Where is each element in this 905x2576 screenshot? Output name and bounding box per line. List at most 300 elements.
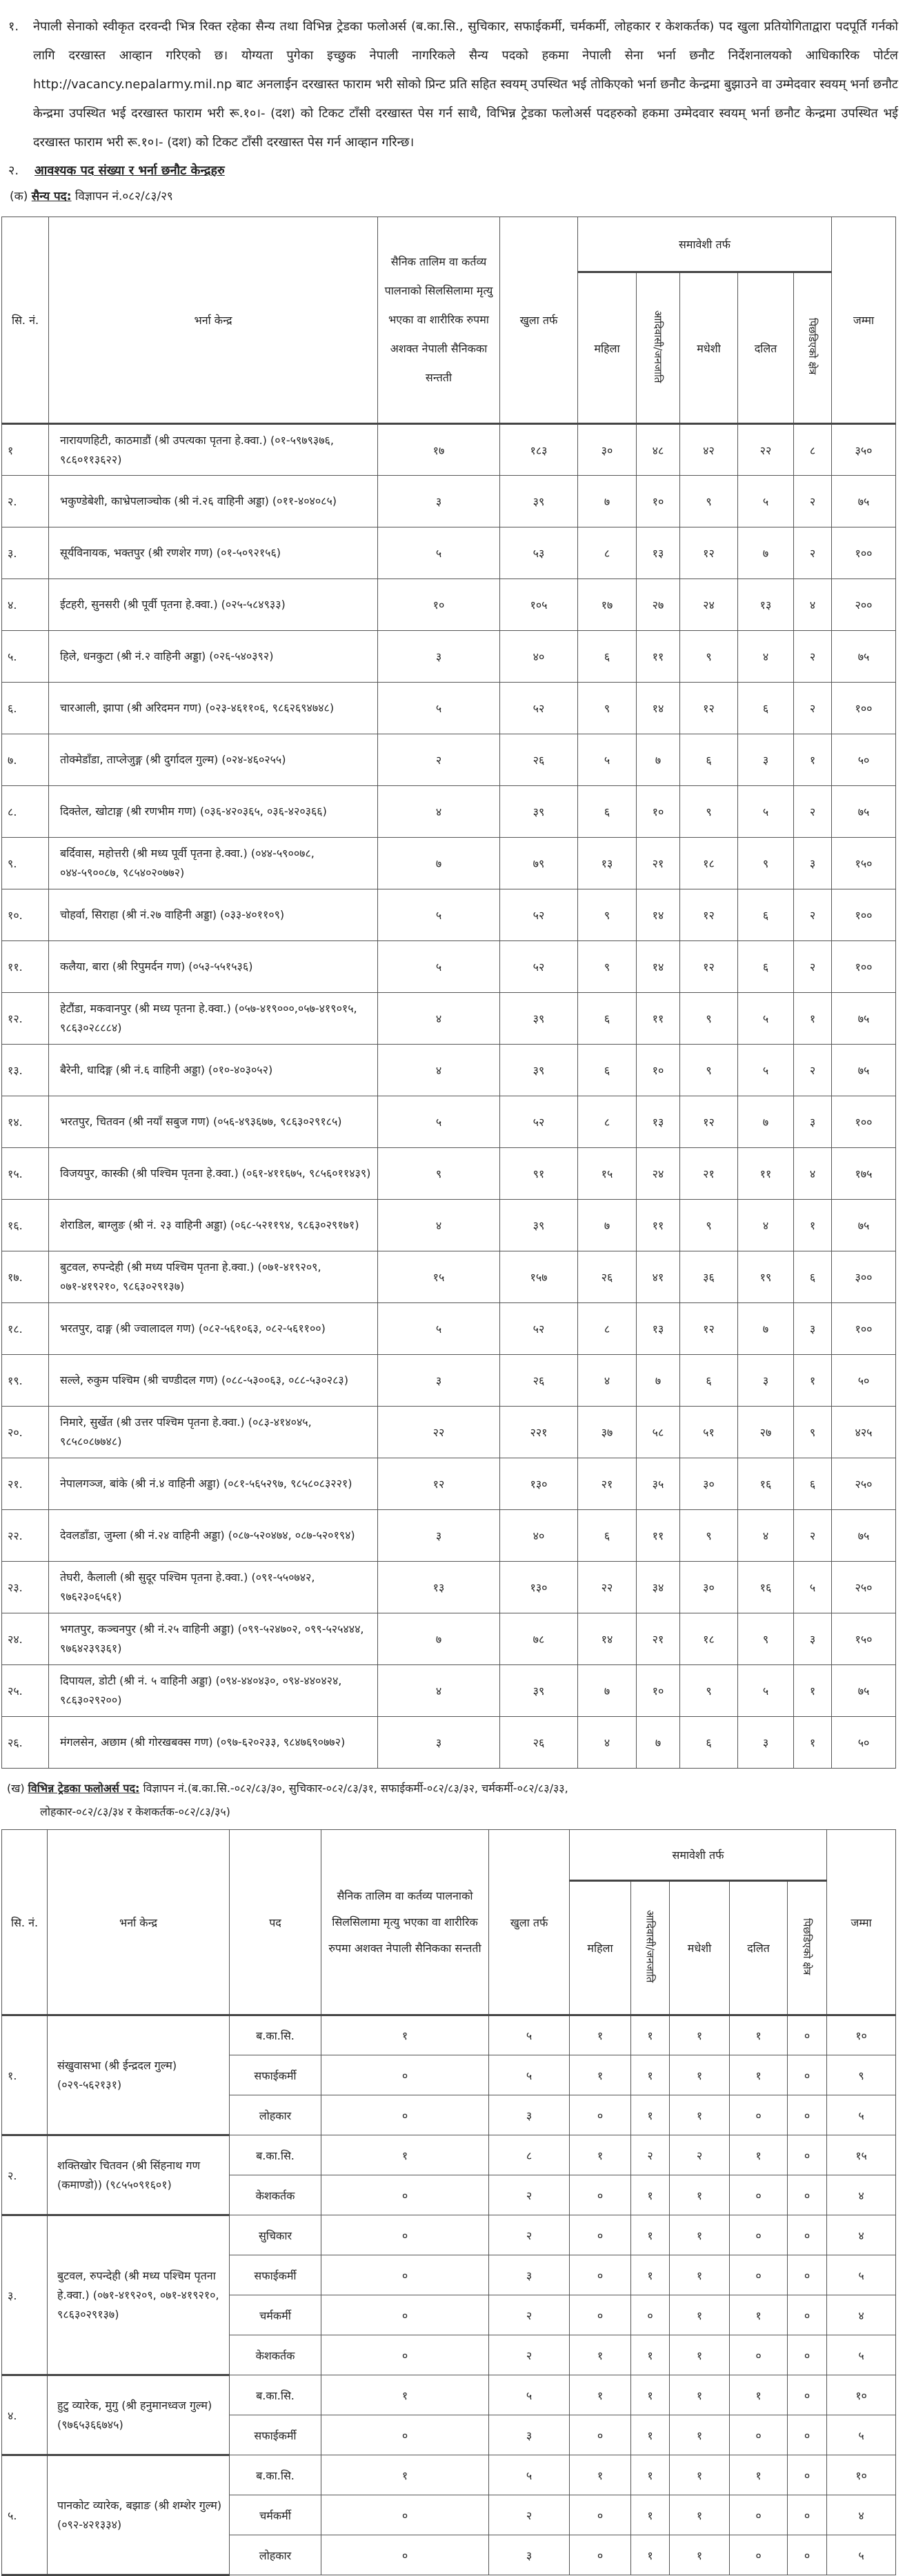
cell-jamma: १०० [832, 1096, 896, 1148]
cell-sn: २०. [2, 1407, 49, 1458]
cell-pichhadiyeko: ० [788, 2495, 827, 2535]
header-b-samabeshi: समावेशी तर्फ [570, 1830, 827, 1881]
cell-madhesi: १ [670, 2335, 730, 2375]
cell-sainik: १० [378, 579, 500, 631]
cell-sainik: ० [321, 2535, 489, 2575]
cell-jamma: १०० [832, 683, 896, 734]
cell-center: निमारे, सुर्खेत (श्री उत्तर पश्चिम पृतना हे.क्वा.) (०८३-४१४०४५, ९८५८०८७७४८) [49, 1407, 378, 1458]
cell-dalit: १ [730, 2015, 788, 2055]
cell-khula: ३ [489, 2255, 570, 2295]
cell-dalit: १ [730, 2375, 788, 2415]
table-row [2, 786, 896, 838]
cell-mahila: १ [570, 2135, 631, 2175]
cell-khula: ४० [500, 1510, 578, 1562]
cell-sainik: ० [321, 2095, 489, 2135]
cell-sn: १४. [2, 1096, 49, 1148]
cell-pichhadiyeko: ० [788, 2375, 827, 2415]
cell-center: भरतपुर, चितवन (श्री नयाँ सबुज गण) (०५६-४९३६७७, ९८६३०२९१८५) [49, 1096, 378, 1148]
cell-jamma: ५० [832, 1355, 896, 1407]
cell-jamma: ४ [827, 2495, 896, 2535]
table-row [2, 1251, 896, 1303]
cell-sainik: ० [321, 2415, 489, 2455]
cell-jamma: ७५ [832, 1045, 896, 1096]
cell-jamma: ३०० [832, 1251, 896, 1303]
cell-adibasi: १३ [637, 1096, 680, 1148]
cell-khula: ७८ [500, 1613, 578, 1665]
cell-dalit: ७ [738, 527, 794, 579]
cell-mahila: ९ [578, 941, 637, 993]
table-row [2, 2135, 896, 2175]
cell-adibasi: १४ [637, 941, 680, 993]
header-b-madhesi: मधेशी [670, 1881, 730, 2015]
cell-pichhadiyeko: ० [788, 2335, 827, 2375]
cell-pichhadiyeko: १ [794, 734, 832, 786]
cell-center: कलैया, बारा (श्री रिपुमर्दन गण) (०५३-५५१५३६) [49, 941, 378, 993]
cell-center: बैरेनी, धादिङ्ग (श्री नं.६ वाहिनी अड्डा) (०१०-४०३०५२) [49, 1045, 378, 1096]
cell-dalit: ० [730, 2095, 788, 2135]
cell-sainik: ० [321, 2055, 489, 2095]
cell-adibasi: १ [631, 2215, 670, 2255]
cell-adibasi: ४१ [637, 1251, 680, 1303]
cell-center: संखुवासभा (श्री ईन्द्रदल गुल्म) (०२९-५६२१३१) [48, 2015, 230, 2135]
cell-khula: ४० [500, 631, 578, 683]
cell-mahila: ० [570, 2255, 631, 2295]
cell-madhesi: १२ [680, 1096, 738, 1148]
table-row [2, 424, 896, 476]
cell-jamma: १० [827, 2375, 896, 2415]
cell-mahila: ८ [578, 1303, 637, 1355]
cell-mahila: ४ [578, 1355, 637, 1407]
cell-madhesi: ९ [680, 631, 738, 683]
cell-sainik: ३ [378, 1717, 500, 1769]
cell-khula: ९१ [500, 1148, 578, 1200]
header-b-pichhadiyeko [788, 1881, 827, 2015]
cell-center: तोक्मेडाँडा, ताप्लेजुङ्ग (श्री दुर्गादल गुल्म) (०२४-४६०२५५) [49, 734, 378, 786]
table-row [2, 2015, 896, 2055]
header-mahila: महिला [578, 272, 637, 424]
table-row [2, 1096, 896, 1148]
cell-madhesi: ३६ [680, 1251, 738, 1303]
cell-mahila: ६ [578, 631, 637, 683]
cell-madhesi: १ [670, 2415, 730, 2455]
cell-pichhadiyeko: ८ [794, 424, 832, 476]
cell-khula: ३९ [500, 786, 578, 838]
cell-mahila: ६ [578, 1510, 637, 1562]
cell-mahila: १३ [578, 838, 637, 889]
cell-adibasi: २१ [637, 1613, 680, 1665]
table-row [2, 476, 896, 527]
cell-sn: ६. [2, 683, 49, 734]
cell-dalit: ५ [738, 993, 794, 1045]
cell-jamma: १५ [827, 2135, 896, 2175]
cell-sn: १०. [2, 889, 49, 941]
cell-pad: सफाईकर्मी [230, 2415, 321, 2455]
table-row [2, 889, 896, 941]
cell-sainik: ५ [378, 1303, 500, 1355]
table-row [2, 1200, 896, 1251]
table-trade-body [2, 2015, 896, 2575]
table-row [2, 1613, 896, 1665]
cell-khula: २६ [500, 1355, 578, 1407]
cell-mahila: १ [570, 2375, 631, 2415]
cell-pad: लोहकार [230, 2535, 321, 2575]
cell-sainik: ५ [378, 683, 500, 734]
cell-sainik: १७ [378, 424, 500, 476]
table-row [2, 631, 896, 683]
cell-pichhadiyeko: ० [788, 2015, 827, 2055]
cell-center: सूर्यविनायक, भक्तपुर (श्री रणशेर गण) (०१-५०९२१५६) [49, 527, 378, 579]
cell-dalit: १९ [738, 1251, 794, 1303]
cell-mahila: १ [570, 2455, 631, 2495]
cell-jamma: ५० [832, 734, 896, 786]
cell-sainik: ० [321, 2255, 489, 2295]
cell-sainik: ५ [378, 889, 500, 941]
table-row [2, 2375, 896, 2415]
intro-number: १. [8, 19, 19, 34]
cell-jamma: ७५ [832, 1510, 896, 1562]
header-center: भर्ना केन्द्र [49, 217, 378, 424]
cell-sn: ५. [2, 631, 49, 683]
cell-madhesi: १ [670, 2255, 730, 2295]
cell-madhesi: १ [670, 2375, 730, 2415]
cell-madhesi: १२ [680, 941, 738, 993]
cell-sainik: ३ [378, 631, 500, 683]
cell-jamma: २०० [832, 579, 896, 631]
cell-pichhadiyeko: १ [794, 1717, 832, 1769]
cell-dalit: ० [730, 2415, 788, 2455]
cell-khula: २ [489, 2495, 570, 2535]
header-b-center: भर्ना केन्द्र [48, 1830, 230, 2015]
section-2-heading [8, 159, 905, 183]
cell-dalit: ७ [738, 1096, 794, 1148]
cell-madhesi: १ [670, 2495, 730, 2535]
cell-dalit: १ [730, 2455, 788, 2495]
cell-center: पानकोट व्यारेक, बझाङ (श्री शम्शेर गुल्म) (०९२-४२१३३४) [48, 2455, 230, 2575]
cell-center: बर्दिवास, महोत्तरी (श्री मध्य पूर्वी पृतना हे.क्वा.) (०४४-५९००७८, ०४४-५९००८७, ९८५४०२०७७२) [49, 838, 378, 889]
header-b-mahila: महिला [570, 1881, 631, 2015]
cell-adibasi: १ [631, 2535, 670, 2575]
cell-jamma: ५ [827, 2535, 896, 2575]
cell-pichhadiyeko: १ [794, 1665, 832, 1717]
cell-khula: ३९ [500, 1200, 578, 1251]
cell-dalit: १६ [738, 1458, 794, 1510]
cell-mahila: ८ [578, 1096, 637, 1148]
cell-adibasi: ३४ [637, 1562, 680, 1613]
cell-sn: २६. [2, 1717, 49, 1769]
cell-jamma: १५० [832, 1613, 896, 1665]
cell-mahila: ३७ [578, 1407, 637, 1458]
cell-madhesi: १ [670, 2015, 730, 2055]
header-madhesi: मधेशी [680, 272, 738, 424]
cell-mahila: २२ [578, 1562, 637, 1613]
cell-sn: १७. [2, 1251, 49, 1303]
cell-sainik: ४ [378, 1200, 500, 1251]
cell-pichhadiyeko: ० [788, 2535, 827, 2575]
cell-sn: २२. [2, 1510, 49, 1562]
cell-jamma: ७५ [832, 631, 896, 683]
table-row [2, 683, 896, 734]
cell-sainik: १ [321, 2375, 489, 2415]
cell-mahila: ६ [578, 786, 637, 838]
cell-madhesi: ९ [680, 1510, 738, 1562]
cell-khula: ५२ [500, 1303, 578, 1355]
table-trade-followers [1, 1829, 896, 2576]
table-row [2, 2215, 896, 2255]
cell-jamma: १०० [832, 1303, 896, 1355]
cell-khula: ३९ [500, 993, 578, 1045]
intro-text: नेपाली सेनाको स्वीकृत दरवन्दी भित्र रिक्त रहेका सैन्य तथा विभिन्न ट्रेडका फलोअर्स (ब.का.सि., सुचिकार, सफाईकर्मी, चर्मकर्मी, लोहकार र केशकर्तक) पद खुला प्रतियोगिताद्वारा पदपूर्ति गर्नको लागि दरखास्त आव्हान गरिएको छ। योग्यता पुगेका इच्छुक नेपाली नागरिकले सैन्य पदको हकमा नेपाली सेना भर्ना छनौट निर्देशनालयको आधिकारिक पोर्टल http://vacancy.nepalarmy.mil.np बाट अनलाईन दरखास्त फाराम भरी सोको प्रिन्ट प्रति सहित स्वयम् उपस्थित भई तोकिएको भर्ना छनौट केन्द्रमा बुझाउने वा उम्मेदवार स्वयम् भर्ना छनौट केन्द्रमा उपस्थित भई दरखास्त फाराम भरी रू.१०।- (दश) को टिकट टाँसी दरखास्त पेस गर्न साथै, विभिन्न ट्रेडका फलोअर्स पदहरुको हकमा उम्मेदवार स्वयम् भर्ना छनौट केन्द्रमा उपस्थित भई दरखास्त फाराम भरी रू.१०।- (दश) को टिकट टाँसी दरखास्त पेस गर्न आव्हान गरिन्छ। [33, 19, 898, 150]
cell-dalit: ४ [738, 1510, 794, 1562]
table-military-posts [1, 217, 896, 1769]
cell-pichhadiyeko: ४ [794, 579, 832, 631]
cell-adibasi: १ [631, 2055, 670, 2095]
cell-madhesi: १२ [680, 1303, 738, 1355]
section-2-number: २. [8, 163, 19, 178]
cell-madhesi: ९ [680, 1045, 738, 1096]
cell-dalit: ० [730, 2335, 788, 2375]
cell-dalit: १ [730, 2135, 788, 2175]
cell-khula: ३९ [500, 1045, 578, 1096]
cell-pichhadiyeko: ० [788, 2095, 827, 2135]
table-military-body [2, 424, 896, 1769]
cell-adibasi: १ [631, 2015, 670, 2055]
cell-madhesi: ९ [680, 786, 738, 838]
cell-adibasi: १० [637, 1665, 680, 1717]
cell-adibasi: ५८ [637, 1407, 680, 1458]
cell-adibasi: ११ [637, 1510, 680, 1562]
cell-adibasi: ३५ [637, 1458, 680, 1510]
cell-pichhadiyeko: १ [794, 1200, 832, 1251]
cell-jamma: ५० [832, 1717, 896, 1769]
cell-pichhadiyeko: २ [794, 476, 832, 527]
cell-pichhadiyeko: ९ [794, 1407, 832, 1458]
cell-sainik: ० [321, 2295, 489, 2335]
cell-madhesi: १ [670, 2535, 730, 2575]
header-adibasi-text: आदिवासी/जनजाति [652, 310, 664, 383]
section-a-label: (क) [10, 190, 28, 203]
cell-madhesi: ६ [680, 734, 738, 786]
cell-madhesi: १८ [680, 838, 738, 889]
cell-mahila: ० [570, 2535, 631, 2575]
cell-khula: ५२ [500, 889, 578, 941]
cell-adibasi: १३ [637, 1303, 680, 1355]
cell-khula: ३ [489, 2095, 570, 2135]
cell-dalit: ९ [738, 838, 794, 889]
cell-sn: ८. [2, 786, 49, 838]
cell-adibasi: ११ [637, 631, 680, 683]
cell-jamma: ५ [827, 2255, 896, 2295]
cell-dalit: ७ [738, 1303, 794, 1355]
cell-sainik: ० [321, 2175, 489, 2215]
cell-pichhadiyeko: ५ [794, 1562, 832, 1613]
cell-jamma: २५० [832, 1562, 896, 1613]
cell-jamma: १०० [832, 889, 896, 941]
cell-adibasi: २१ [637, 838, 680, 889]
cell-madhesi: ३० [680, 1562, 738, 1613]
cell-mahila: २१ [578, 1458, 637, 1510]
cell-dalit: ४ [738, 1200, 794, 1251]
cell-sainik: ९ [378, 1148, 500, 1200]
cell-sainik: ७ [378, 1613, 500, 1665]
cell-mahila: ७ [578, 476, 637, 527]
cell-khula: १५७ [500, 1251, 578, 1303]
cell-pichhadiyeko: २ [794, 631, 832, 683]
cell-sn: १९. [2, 1355, 49, 1407]
cell-dalit: ० [730, 2535, 788, 2575]
cell-dalit: २७ [738, 1407, 794, 1458]
cell-jamma: ५ [827, 2095, 896, 2135]
cell-adibasi: ११ [637, 993, 680, 1045]
cell-madhesi: २ [670, 2135, 730, 2175]
cell-adibasi: १४ [637, 683, 680, 734]
cell-center: शेराडिल, बाग्लुङ (श्री नं. २३ वाहिनी अड्डा) (०६८-५२११९४, ९८६३०२९१७१) [49, 1200, 378, 1251]
cell-sainik: ३ [378, 1510, 500, 1562]
header-b-adibasi [631, 1881, 670, 2015]
cell-mahila: १५ [578, 1148, 637, 1200]
table-row [2, 734, 896, 786]
cell-pad: सफाईकर्मी [230, 2055, 321, 2095]
cell-mahila: २६ [578, 1251, 637, 1303]
cell-center: बुटवल, रुपन्देही (श्री मध्य पश्चिम पृतना हे.क्वा.) (०७१-४१९२०९, ०७१-४१९२१०, ९८६३०२९१३७) [48, 2215, 230, 2375]
cell-pichhadiyeko: ३ [794, 1303, 832, 1355]
cell-jamma: ३५० [832, 424, 896, 476]
cell-adibasi: २७ [637, 579, 680, 631]
cell-pichhadiyeko: ६ [794, 1251, 832, 1303]
table-row [2, 1562, 896, 1613]
cell-jamma: ७५ [832, 476, 896, 527]
cell-pad: केशकर्तक [230, 2175, 321, 2215]
cell-sn: १८. [2, 1303, 49, 1355]
cell-sn: ४. [2, 579, 49, 631]
cell-khula: २२१ [500, 1407, 578, 1458]
cell-dalit: ५ [738, 1045, 794, 1096]
cell-sainik: २ [378, 734, 500, 786]
header-jamma: जम्मा [832, 217, 896, 424]
cell-adibasi: १ [631, 2495, 670, 2535]
cell-madhesi: ६ [680, 1355, 738, 1407]
cell-dalit: ११ [738, 1148, 794, 1200]
section-2-title: आवश्यक पद संख्या र भर्ना छनौट केन्द्रहरु [34, 163, 225, 178]
cell-madhesi: ५१ [680, 1407, 738, 1458]
header-b-sainik: सैनिक तालिम वा कर्तव्य पालनाको सिलसिलामा मृत्यु भएका वा शारीरिक रुपमा अशक्त नेपाली सैनिकका सन्तती [321, 1830, 489, 2015]
cell-mahila: ४ [578, 1717, 637, 1769]
cell-jamma: ७५ [832, 993, 896, 1045]
cell-pichhadiyeko: ० [788, 2215, 827, 2255]
cell-jamma: १० [827, 2015, 896, 2055]
cell-khula: ५ [489, 2015, 570, 2055]
cell-dalit: ० [730, 2495, 788, 2535]
cell-pichhadiyeko: २ [794, 941, 832, 993]
cell-pad: ब.का.सि. [230, 2455, 321, 2495]
cell-madhesi: १ [670, 2095, 730, 2135]
cell-adibasi: २ [631, 2135, 670, 2175]
cell-adibasi: १ [631, 2175, 670, 2215]
cell-mahila: ९ [578, 683, 637, 734]
cell-jamma: ७५ [832, 786, 896, 838]
table-row [2, 1665, 896, 1717]
cell-adibasi: १ [631, 2415, 670, 2455]
cell-khula: २६ [500, 734, 578, 786]
cell-khula: ३ [489, 2535, 570, 2575]
cell-mahila: ६ [578, 993, 637, 1045]
cell-pichhadiyeko: ६ [794, 1458, 832, 1510]
cell-khula: २ [489, 2175, 570, 2215]
cell-center: सल्ले, रुकुम पश्चिम (श्री चण्डीदल गण) (०८८-५३००६३, ०८८-५३०२८३) [49, 1355, 378, 1407]
cell-adibasi: ४८ [637, 424, 680, 476]
cell-pichhadiyeko: ३ [794, 1613, 832, 1665]
cell-pichhadiyeko: १ [794, 993, 832, 1045]
cell-mahila: ७ [578, 1200, 637, 1251]
cell-madhesi: ९ [680, 993, 738, 1045]
table-row [2, 527, 896, 579]
header-b-pichhadiyeko-text: पिछडिएको क्षेत्र [801, 1918, 813, 1975]
cell-dalit: ५ [738, 786, 794, 838]
cell-pichhadiyeko: ४ [794, 1148, 832, 1200]
cell-adibasi: १० [637, 476, 680, 527]
cell-sn: १ [2, 424, 49, 476]
cell-dalit: ० [730, 2255, 788, 2295]
cell-adibasi: ७ [637, 1717, 680, 1769]
cell-khula: १३० [500, 1458, 578, 1510]
header-b-sn: सि. नं. [2, 1830, 48, 2015]
cell-pad: चर्मकर्मी [230, 2295, 321, 2335]
cell-jamma: १५० [832, 838, 896, 889]
section-a-title: सैन्य पद: [31, 190, 72, 203]
cell-sn: १३. [2, 1045, 49, 1096]
cell-dalit: ६ [738, 683, 794, 734]
cell-center: शक्तिखोर चितवन (श्री सिंहनाथ गण (कमाण्डो)) (९८५५०९१६०१) [48, 2135, 230, 2215]
cell-center: भकुण्डेबेशी, काभ्रेपलाञ्चोक (श्री नं.२६ वाहिनी अड्डा) (०११-४०४०८५) [49, 476, 378, 527]
cell-pichhadiyeko: २ [794, 1510, 832, 1562]
cell-pichhadiyeko: २ [794, 889, 832, 941]
cell-madhesi: १२ [680, 683, 738, 734]
cell-sainik: १३ [378, 1562, 500, 1613]
cell-mahila: ७ [578, 1665, 637, 1717]
cell-dalit: ० [730, 2215, 788, 2255]
cell-pad: चर्मकर्मी [230, 2495, 321, 2535]
cell-pichhadiyeko: ० [788, 2135, 827, 2175]
section-b-title: विभिन्न ट्रेडका फलोअर्स पद: [28, 1782, 140, 1795]
table-row [2, 2455, 896, 2495]
cell-sainik: ५ [378, 941, 500, 993]
cell-madhesi: १ [670, 2175, 730, 2215]
cell-center: भरतपुर, दाङ्ग (श्री ज्वालादल गण) (०८२-५६१०६३, ०८२-५६११००) [49, 1303, 378, 1355]
cell-center: हेटौंडा, मकवानपुर (श्री मध्य पृतना हे.क्वा.) (०५७-४१९०००,०५७-४१९०१५, ९८६३०२८८८४) [49, 993, 378, 1045]
table-row [2, 838, 896, 889]
cell-sn: २. [2, 476, 49, 527]
cell-pichhadiyeko: २ [794, 1045, 832, 1096]
cell-mahila: ८ [578, 527, 637, 579]
cell-madhesi: १ [670, 2215, 730, 2255]
cell-madhesi: १८ [680, 1613, 738, 1665]
cell-madhesi: १२ [680, 889, 738, 941]
cell-mahila: १ [570, 2055, 631, 2095]
cell-mahila: ६ [578, 1045, 637, 1096]
cell-sn: २४. [2, 1613, 49, 1665]
cell-jamma: ७५ [832, 1665, 896, 1717]
cell-center: विजयपुर, कास्की (श्री पश्चिम पृतना हे.क्वा.) (०६१-४११६७५, ९८५६०११४३९) [49, 1148, 378, 1200]
cell-khula: ५३ [500, 527, 578, 579]
header-pichhadiyeko-text: पिछडिएको क्षेत्र [806, 318, 819, 375]
cell-sainik: ३ [378, 1355, 500, 1407]
cell-sn: ११. [2, 941, 49, 993]
cell-jamma: ४ [827, 2175, 896, 2215]
cell-mahila: ० [570, 2215, 631, 2255]
section-a-ad-no: विज्ञापन नं.०८२/८३/२९ [74, 190, 173, 203]
cell-madhesi: १ [670, 2295, 730, 2335]
cell-khula: २ [489, 2295, 570, 2335]
cell-mahila: १४ [578, 1613, 637, 1665]
